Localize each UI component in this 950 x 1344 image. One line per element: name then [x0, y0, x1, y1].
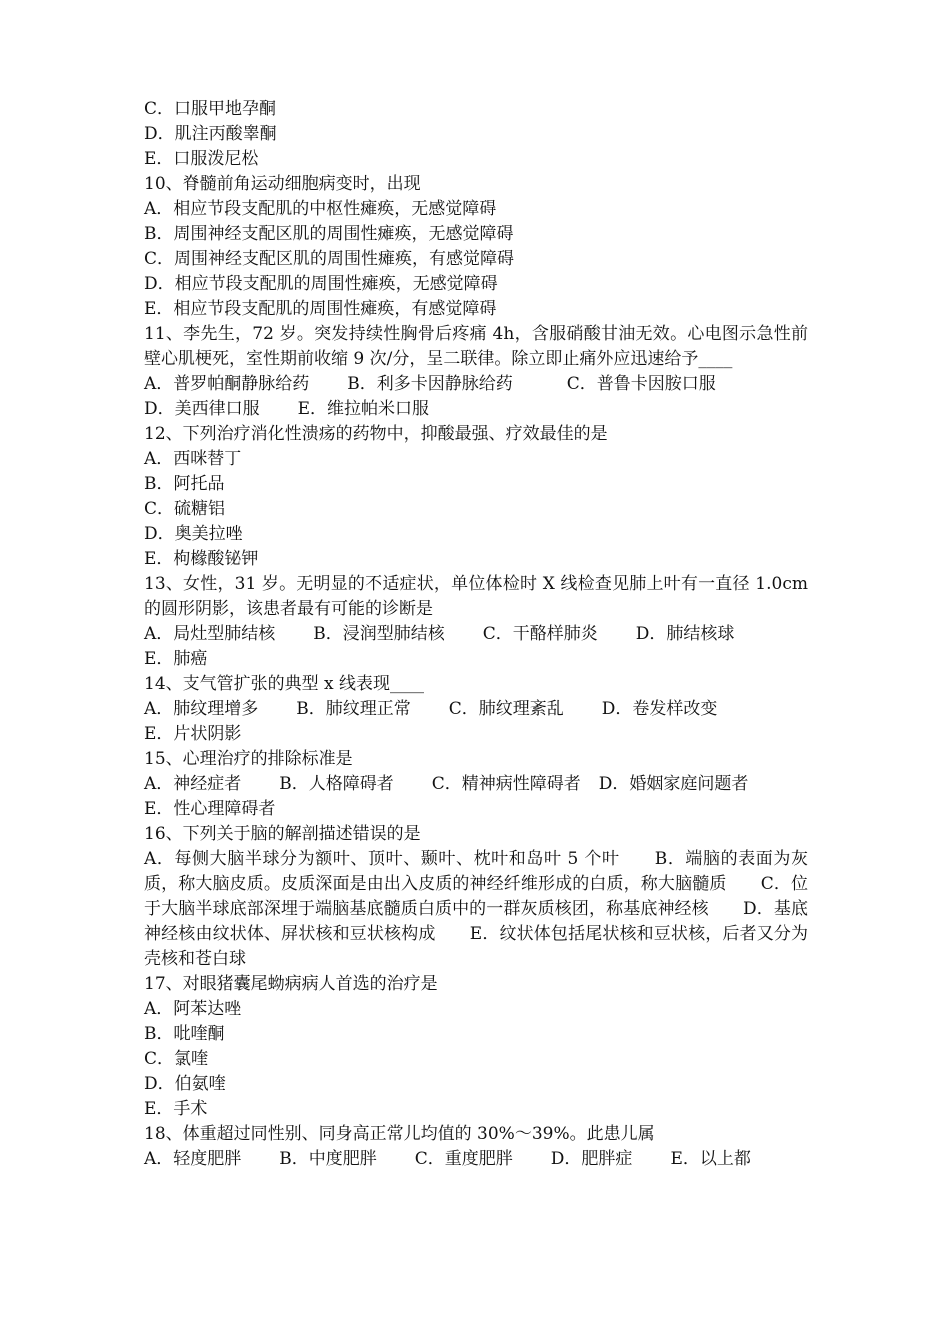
options-row	[144, 1147, 808, 1172]
option: B．利多卡因静脉给药	[347, 374, 513, 394]
option: A．普罗帕酮静脉给药	[144, 374, 310, 394]
option-line: D．相应节段支配肌的周围性瘫痪，无感觉障碍	[144, 274, 498, 294]
option-line: E．性心理障碍者	[144, 799, 276, 819]
option: A．肺纹理增多	[144, 699, 259, 719]
option: C．干酪样肺炎	[482, 624, 598, 644]
option: C．精神病性障碍者	[431, 774, 581, 794]
option: B．中度肥胖	[279, 1149, 377, 1169]
option: D．肺结核球	[635, 624, 735, 644]
question-16-options: A．每侧大脑半球分为额叶、顶叶、颞叶、枕叶和岛叶 5 个叶 B．端脑的表面为灰质，称大脑皮质。皮质深面是由出入皮质的神经纤维形成的白质，称大脑髓质 C．位于大脑半球底部深埋于端脑基底髓质白质中的一群灰质核团，称基底神经核 D．基底神经核由纹状体、屏状核和豆状核构成 E．纹状体包括尾状核和豆状核，后者又分为壳核和苍白球	[144, 849, 808, 969]
option-line: C．周围神经支配区肌的周围性瘫痪，有感觉障碍	[144, 249, 515, 269]
option-line: C．氯喹	[144, 1049, 209, 1069]
document-page	[144, 97, 808, 1172]
question-13: 13、女性，31 岁。无明显的不适症状，单位体检时 X 线检查见肺上叶有一直径 1.0cm 的圆形阴影，该患者最有可能的诊断是	[144, 574, 808, 619]
option-line: D．伯氨喹	[144, 1074, 226, 1094]
question-12: 12、下列治疗消化性溃疡的药物中，抑酸最强、疗效最佳的是	[144, 424, 608, 444]
question-11: 11、李先生，72 岁。突发持续性胸骨后疼痛 4h，含服硝酸甘油无效。心电图示急性前壁心肌梗死，室性期前收缩 9 次/分，呈二联律。除立即止痛外应迅速给予____	[144, 324, 808, 369]
option-line: B．吡喹酮	[144, 1024, 225, 1044]
option: D．美西律口服	[144, 399, 260, 419]
option-line: E．口服泼尼松	[144, 149, 259, 169]
option-line: A．西咪替丁	[144, 449, 242, 469]
option-line: E．手术	[144, 1099, 208, 1119]
option-line: D．奥美拉唑	[144, 524, 243, 544]
option-line: E．枸橼酸铋钾	[144, 549, 259, 569]
option: B．肺纹理正常	[296, 699, 411, 719]
option-line: E．肺癌	[144, 649, 208, 669]
option-line: B．周围神经支配区肌的周围性瘫痪，无感觉障碍	[144, 224, 514, 244]
option-line: B．阿托品	[144, 474, 225, 494]
option: A．神经症者	[144, 774, 242, 794]
question-14: 14、支气管扩张的典型 x 线表现____	[144, 674, 425, 694]
question-17: 17、对眼猪囊尾蚴病病人首选的治疗是	[144, 974, 438, 994]
question-16: 16、下列关于脑的解剖描述错误的是	[144, 824, 421, 844]
options-row	[144, 772, 808, 797]
option: D．肥胖症	[550, 1149, 633, 1169]
question-18: 18、体重超过同性别、同身高正常儿均值的 30%～39%。此患儿属	[144, 1124, 655, 1144]
option-line: C．口服甲地孕酮	[144, 99, 277, 119]
question-15: 15、心理治疗的排除标准是	[144, 749, 353, 769]
option: C．重度肥胖	[414, 1149, 513, 1169]
option-line: D．肌注丙酸睾酮	[144, 124, 277, 144]
option-line: E．片状阴影	[144, 724, 242, 744]
option: D．卷发样改变	[601, 699, 718, 719]
options-row	[144, 622, 808, 647]
options-row	[144, 397, 808, 422]
option: B．人格障碍者	[279, 774, 394, 794]
option: D．婚姻家庭问题者	[598, 774, 749, 794]
option-line: E．相应节段支配肌的周围性瘫痪，有感觉障碍	[144, 299, 497, 319]
option: E．维拉帕米口服	[297, 399, 430, 419]
option: C．肺纹理紊乱	[448, 699, 564, 719]
options-row	[144, 697, 808, 722]
option-line: A．阿苯达唑	[144, 999, 242, 1019]
option: A．轻度肥胖	[144, 1149, 242, 1169]
option: E．以上都	[670, 1149, 751, 1169]
option: A．局灶型肺结核	[144, 624, 276, 644]
option: B．浸润型肺结核	[313, 624, 445, 644]
option-line: C．硫糖铝	[144, 499, 226, 519]
option-line: A．相应节段支配肌的中枢性瘫痪，无感觉障碍	[144, 199, 497, 219]
question-10: 10、脊髓前角运动细胞病变时，出现	[144, 174, 421, 194]
option: C．普鲁卡因胺口服	[566, 374, 716, 394]
options-row	[144, 372, 808, 397]
